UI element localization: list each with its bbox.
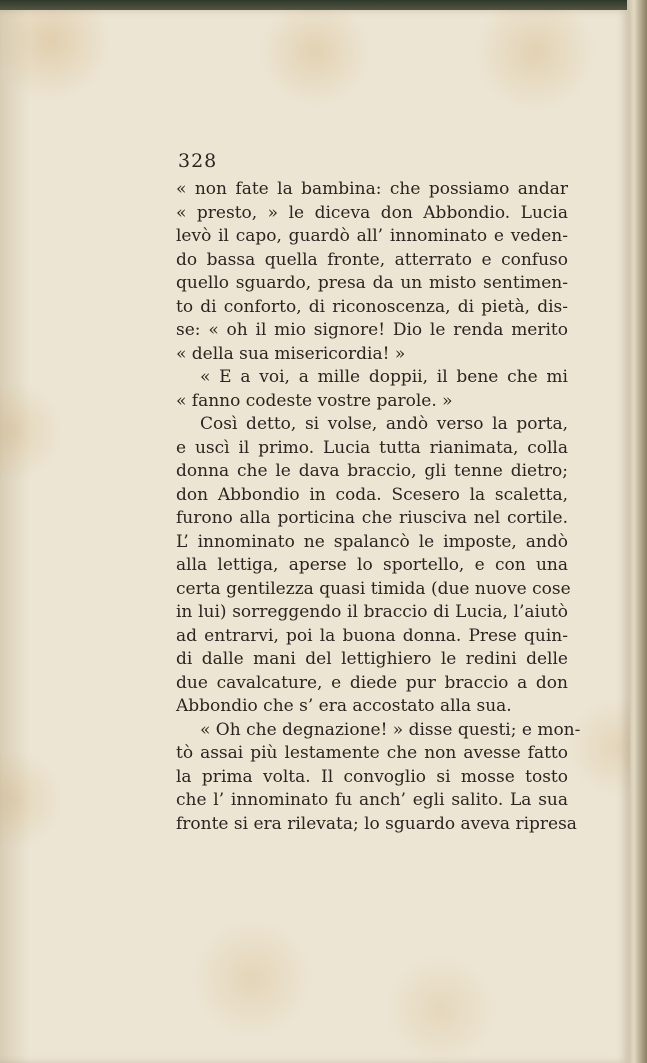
text-line: e uscì il primo. Lucia tutta rianimata, colla [176, 437, 568, 458]
text-line: se: « oh il mio signore! Dio le renda merito [176, 320, 568, 340]
text-line: « non fate la bambina: che possiamo andar [176, 179, 568, 199]
text-line: « della sua misericordia! » [176, 343, 406, 364]
text-line: in lui) sorreggendo il braccio di Lucia, l’aiutò [176, 602, 568, 622]
text-line: « presto, » le diceva don Abbondio. Lucia [176, 202, 568, 223]
text-line: to di conforto, di riconoscenza, di pietà, dis- [176, 296, 568, 317]
text-line: di dalle mani del lettighiero le redini delle [176, 649, 568, 669]
text-line: la prima volta. Il convoglio si mosse tosto [176, 766, 568, 787]
text-line: fronte si era rilevata; lo sguardo aveva ripresa [176, 813, 577, 834]
text-line: due cavalcature, e diede pur braccio a don [176, 672, 568, 693]
text-line: furono alla porticina che riusciva nel cortile. [176, 508, 568, 528]
text-line: ad entrarvi, poi la buona donna. Prese quin- [176, 625, 568, 646]
text-line: quello sguardo, presa da un misto sentimen- [176, 273, 568, 293]
text-line: do bassa quella fronte, atterrato e confuso [176, 249, 568, 270]
text-line: don Abbondio in coda. Scesero la scaletta, [176, 484, 568, 505]
text-line: alla lettiga, aperse lo sportello, e con una [176, 555, 568, 575]
text-line: Così detto, si volse, andò verso la porta, [200, 414, 568, 434]
text-line: certa gentilezza quasi timida (due nuove cose [176, 578, 571, 599]
text-line: « Oh che degnazione! » disse questi; e mon- [200, 719, 581, 740]
text-line: « fanno codeste vostre parole. » [176, 390, 453, 411]
body-text [176, 178, 581, 836]
text-line: tò assai più lestamente che non avesse fatto [176, 743, 568, 763]
text-line: levò il capo, guardò all’ innominato e veden- [176, 226, 568, 246]
book-page [0, 10, 630, 1063]
text-line: donna che le dava braccio, gli tenne dietro; [176, 461, 568, 481]
book-page-edges [627, 0, 647, 1063]
text-line: che l’ innominato fu anch’ egli salito. La sua [176, 790, 568, 810]
page-number: 328 [178, 150, 218, 172]
text-line: L’ innominato ne spalancò le imposte, andò [176, 531, 568, 552]
text-line: « E a voi, a mille doppii, il bene che mi [200, 367, 568, 387]
text-line: Abbondio che s’ era accostato alla sua. [176, 696, 512, 716]
